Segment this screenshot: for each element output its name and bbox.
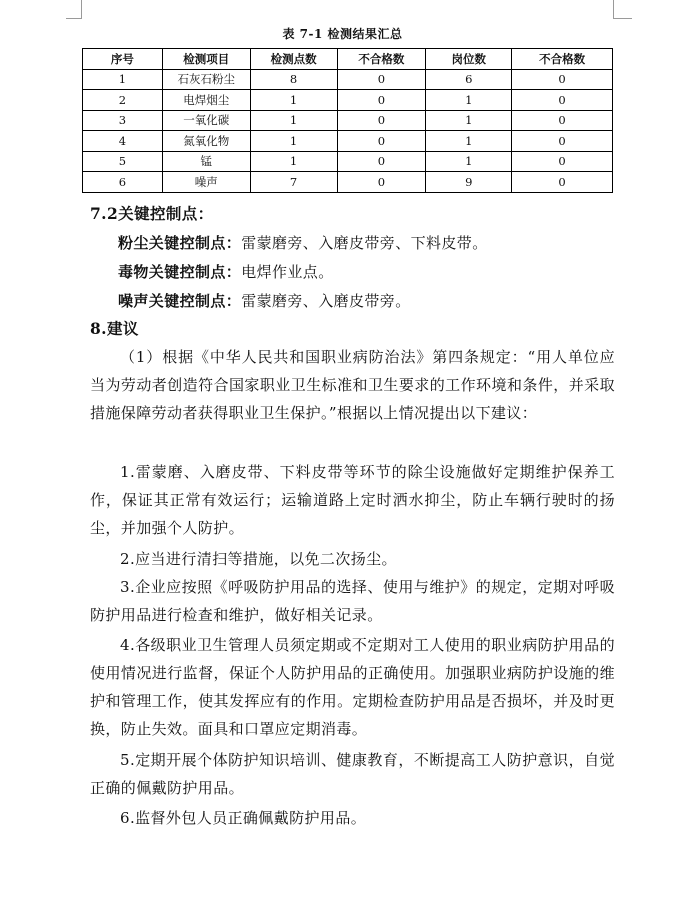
table-row bbox=[83, 151, 613, 172]
suggestion-item-5: 5.定期开展个体防护知识培训、健康教育，不断提高工人防护意识，自觉正确的佩戴防护用品。 bbox=[90, 751, 615, 797]
table-cell: 锰 bbox=[162, 151, 250, 172]
noise-control-text: 雷蒙磨旁、入磨皮带旁。 bbox=[241, 292, 411, 310]
header-cell-failed-points: 不合格数 bbox=[337, 49, 426, 70]
table-cell: 0 bbox=[337, 110, 426, 131]
toxic-control-point bbox=[118, 258, 618, 286]
noise-control-label: 噪声关键控制点： bbox=[118, 292, 242, 310]
dust-control-text: 雷蒙磨旁、入磨皮带旁、下料皮带。 bbox=[241, 234, 488, 252]
table-cell: 1 bbox=[250, 131, 337, 152]
toxic-control-text: 电焊作业点。 bbox=[241, 263, 334, 281]
table-cell: 1 bbox=[426, 90, 512, 111]
table-row bbox=[83, 69, 613, 90]
table-cell: 9 bbox=[426, 172, 512, 193]
table-caption: 表 7-1 检测结果汇总 bbox=[282, 27, 403, 41]
suggestion-item-2: 2.应当进行清扫等措施，以免二次扬尘。 bbox=[120, 550, 397, 568]
table-cell: 0 bbox=[512, 172, 613, 193]
header-cell-no: 序号 bbox=[83, 49, 163, 70]
table-cell: 氮氧化物 bbox=[162, 131, 250, 152]
table-header-row bbox=[83, 49, 613, 70]
table-cell: 5 bbox=[83, 151, 163, 172]
table-cell: 6 bbox=[83, 172, 163, 193]
table-cell: 0 bbox=[512, 69, 613, 90]
table-cell: 1 bbox=[250, 90, 337, 111]
table-cell: 6 bbox=[426, 69, 512, 90]
table-cell: 0 bbox=[337, 151, 426, 172]
section-7-2-heading: 7.2关键控制点： bbox=[90, 204, 214, 223]
table-cell: 石灰石粉尘 bbox=[162, 69, 250, 90]
table-cell: 0 bbox=[337, 172, 426, 193]
table-cell: 0 bbox=[512, 131, 613, 152]
suggestion-item-1: 1.雷蒙磨、入磨皮带、下料皮带等环节的除尘设施做好定期维护保养工作，保证其正常有效运行；运输道路上定时洒水抑尘，防止车辆行驶时的扬尘，并加强个人防护。 bbox=[90, 463, 615, 537]
header-cell-failed-posts: 不合格数 bbox=[512, 49, 613, 70]
table-row bbox=[83, 90, 613, 111]
intro-paragraph: （1）根据《中华人民共和国职业病防治法》第四条规定：“用人单位应当为劳动者创造符合国家职业卫生标准和卫生要求的工作环境和条件，并采取措施保障劳动者获得职业卫生保护。”根据以上情况提出以下建议： bbox=[90, 348, 615, 422]
table-row bbox=[83, 131, 613, 152]
noise-control-point bbox=[118, 287, 618, 315]
table-cell: 0 bbox=[337, 69, 426, 90]
crop-mark-top-right-horizontal bbox=[614, 18, 632, 19]
table-cell: 电焊烟尘 bbox=[162, 90, 250, 111]
table-cell: 0 bbox=[512, 151, 613, 172]
table-cell: 1 bbox=[426, 131, 512, 152]
table-cell: 3 bbox=[83, 110, 163, 131]
header-cell-item: 检测项目 bbox=[162, 49, 250, 70]
table-cell: 1 bbox=[250, 151, 337, 172]
crop-mark-top-left-horizontal bbox=[66, 18, 81, 19]
results-table bbox=[82, 48, 613, 193]
section-8-heading: 8.建议 bbox=[90, 319, 139, 338]
table-cell: 噪声 bbox=[162, 172, 250, 193]
table-cell: 1 bbox=[426, 151, 512, 172]
table-cell: 1 bbox=[83, 69, 163, 90]
dust-control-point bbox=[118, 229, 618, 257]
table-row bbox=[83, 172, 613, 193]
table-cell: 8 bbox=[250, 69, 337, 90]
suggestion-item-6: 6.监督外包人员正确佩戴防护用品。 bbox=[120, 809, 367, 827]
suggestion-item-4: 4.各级职业卫生管理人员须定期或不定期对工人使用的职业病防护用品的使用情况进行监督，保证个人防护用品的正确使用。加强职业病防护设施的维护和管理工作，使其发挥应有的作用。定期检查防护用品是否损坏，并及时更换，防止失效。面具和口罩应定期消毒。 bbox=[90, 636, 615, 738]
table-cell: 0 bbox=[337, 90, 426, 111]
header-cell-posts: 岗位数 bbox=[426, 49, 512, 70]
table-cell: 4 bbox=[83, 131, 163, 152]
table-cell: 2 bbox=[83, 90, 163, 111]
crop-mark-top-right-vertical bbox=[613, 0, 614, 19]
dust-control-label: 粉尘关键控制点： bbox=[118, 234, 242, 252]
suggestion-item-3: 3.企业应按照《呼吸防护用品的选择、使用与维护》的规定，定期对呼吸防护用品进行检查和维护，做好相关记录。 bbox=[90, 578, 615, 624]
toxic-control-label: 毒物关键控制点： bbox=[118, 263, 242, 281]
table-cell: 1 bbox=[250, 110, 337, 131]
table-cell: 一氧化碳 bbox=[162, 110, 250, 131]
crop-mark-top-left-vertical bbox=[81, 0, 82, 19]
table-cell: 0 bbox=[512, 90, 613, 111]
table-cell: 0 bbox=[512, 110, 613, 131]
table-row bbox=[83, 110, 613, 131]
table-cell: 0 bbox=[337, 131, 426, 152]
table-cell: 1 bbox=[426, 110, 512, 131]
header-cell-points: 检测点数 bbox=[250, 49, 337, 70]
table-cell: 7 bbox=[250, 172, 337, 193]
